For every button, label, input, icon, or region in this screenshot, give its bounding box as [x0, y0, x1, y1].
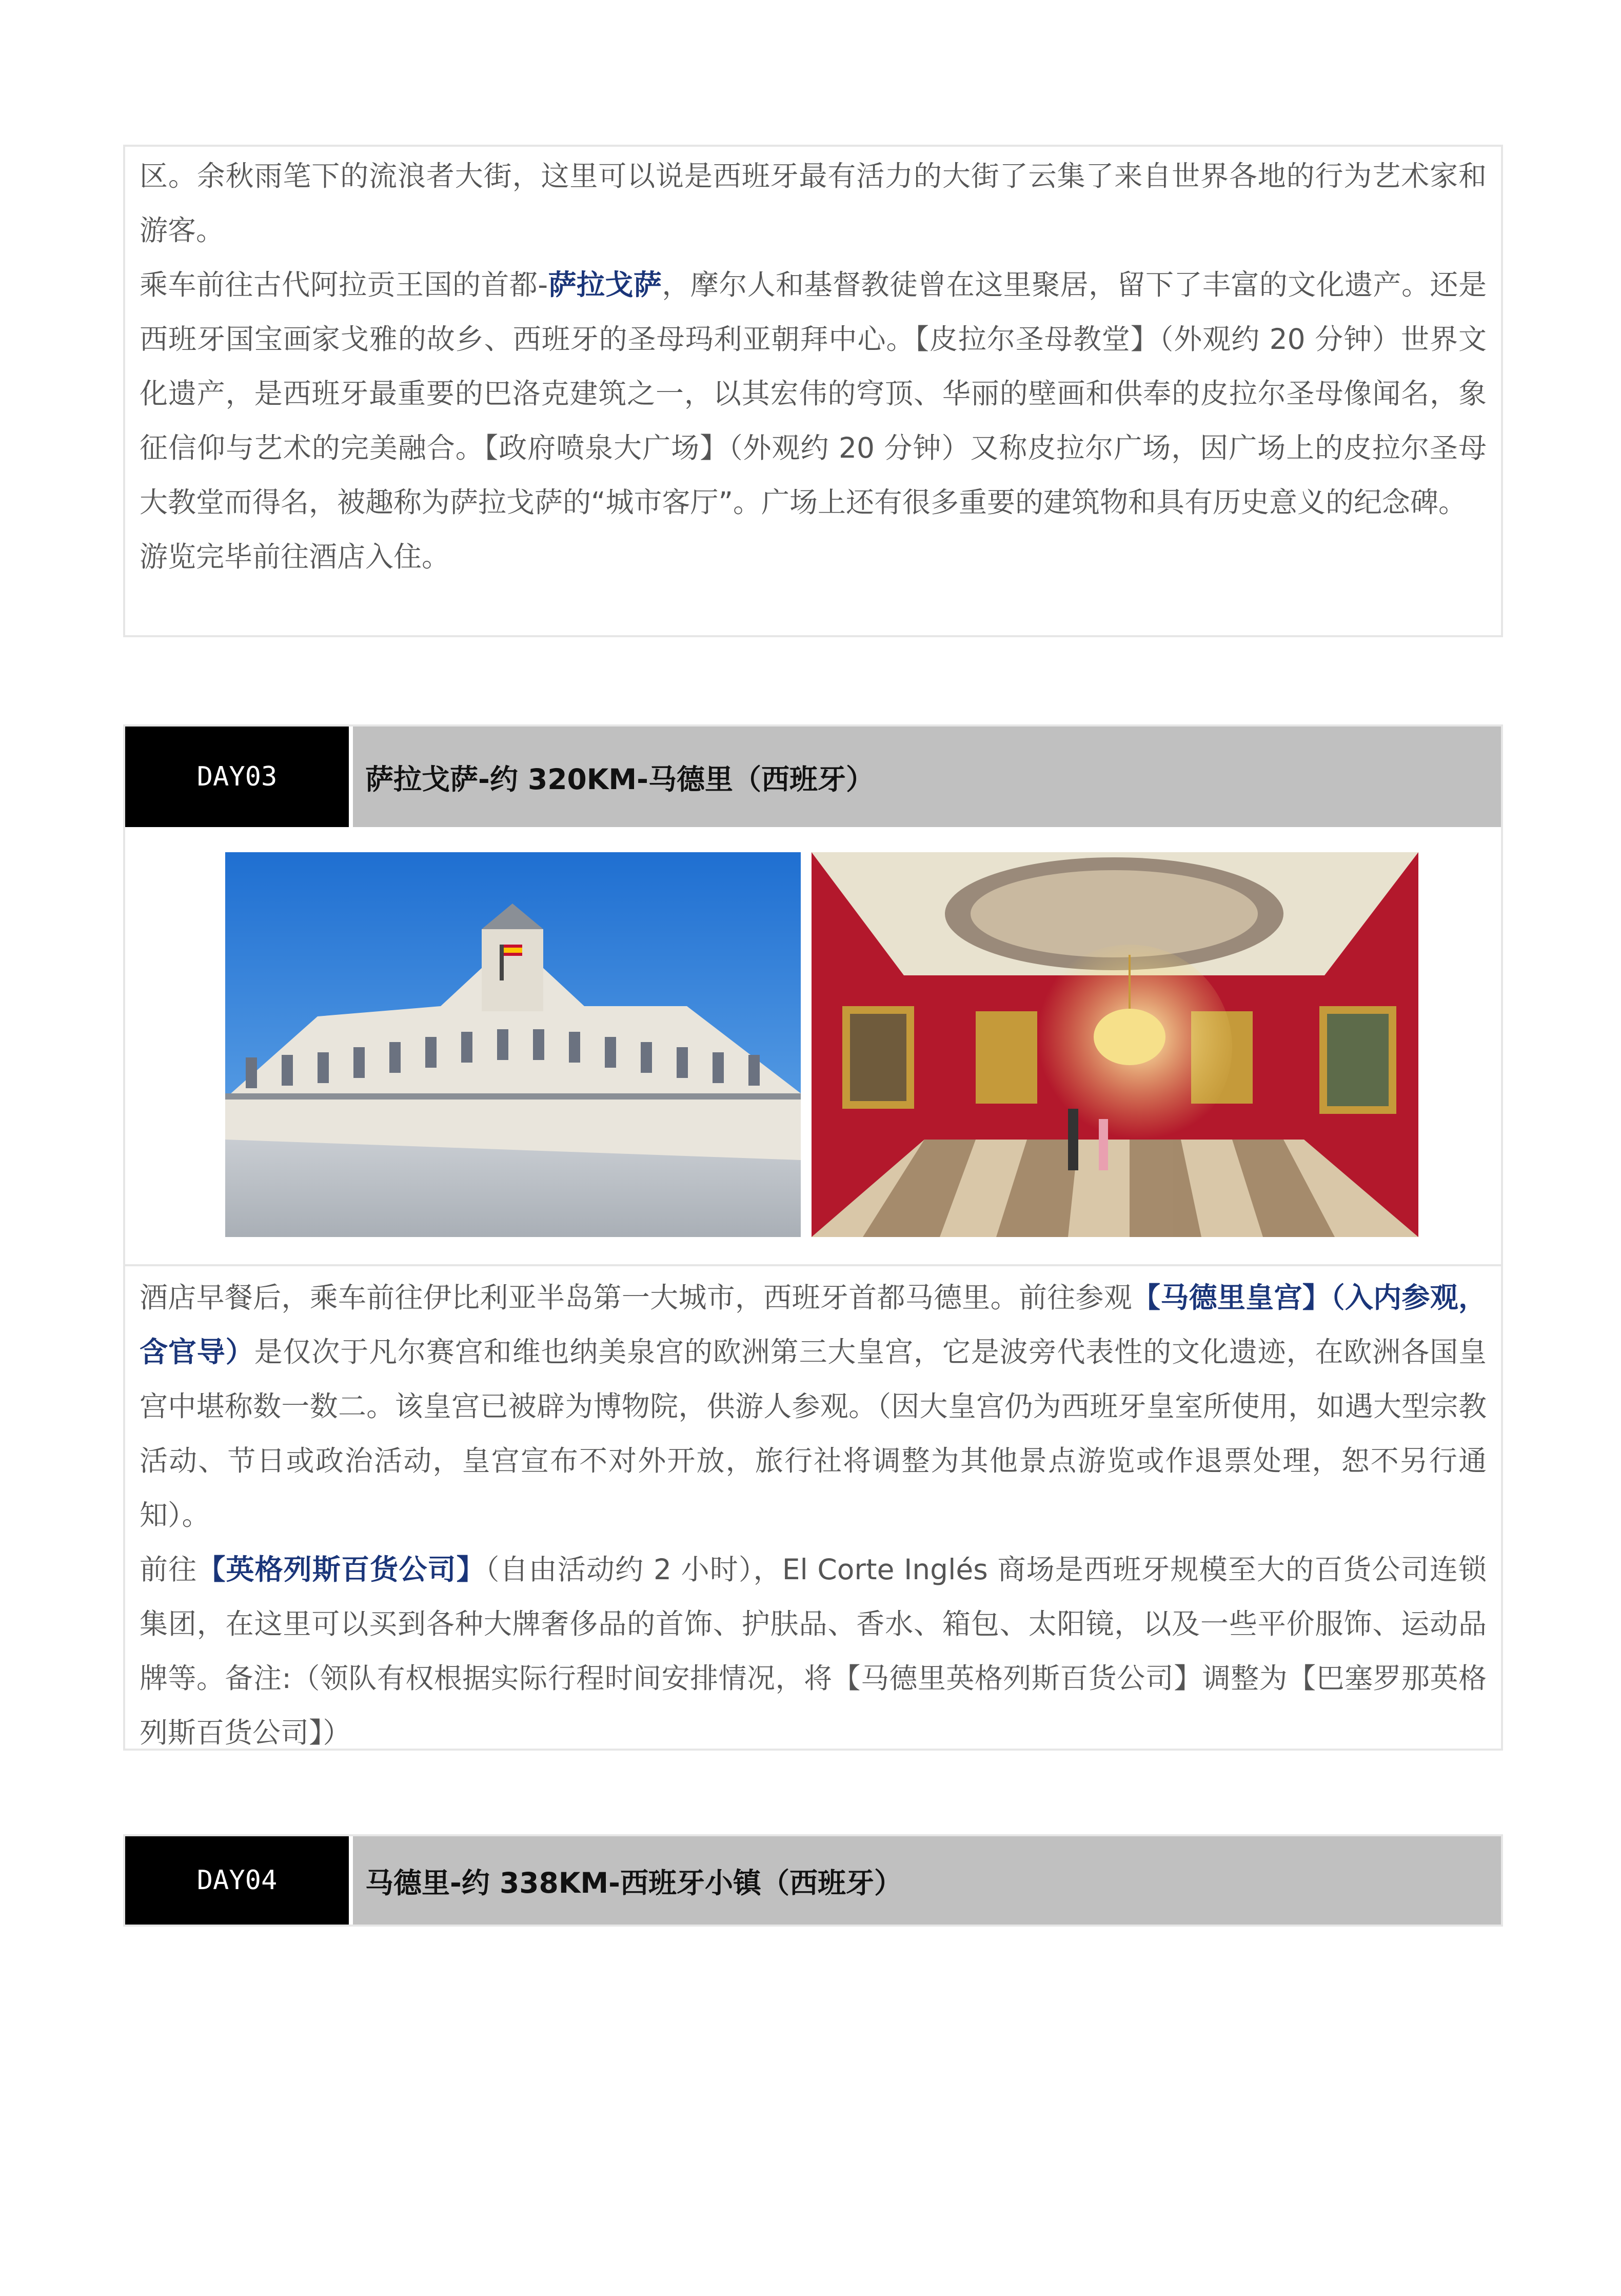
- paragraph-el-corte-ingles: 前往【英格列斯百货公司】（自由活动约 2 小时），El Corte Inglés 商场是西班牙规模至大的百货公司连锁集团，在这里可以买到各种大牌奢侈品的首饰、护肤品、香水、箱包、太阳镜，以及一些平价服饰、运动品牌等。备注:（领队有权根据实际行程时间安排情况，将【马德里英格列斯百货公司】调整为【巴塞罗那英格列斯百货公司】）: [140, 1553, 1487, 1749]
- day02-continuation-box: [123, 145, 1503, 637]
- highlight-el-corte-ingles: 【英格列斯百货公司】: [197, 1553, 485, 1586]
- day03-box: [123, 724, 1503, 1751]
- photo-row: [125, 852, 1501, 1237]
- day-title: 萨拉戈萨-约 320KM-马德里（西班牙）: [353, 727, 1501, 827]
- paragraph-royal-palace: 酒店早餐后，乘车前往伊比利亚半岛第一大城市，西班牙首都马德里。前往参观【马德里皇宫】（入内参观，含官导）是仅次于凡尔赛宫和维也纳美泉宫的欧洲第三大皇宫，它是波旁代表性的文化遗迹，在欧洲各国皇宫中堪称数一数二。该皇宫已被辟为博物院，供游人参观。（因大皇宫仍为西班牙皇室所使用，如遇大型宗教活动、节日或政治活动，皇宫宣布不对外开放，旅行社将调整为其他景点游览或作退票处理，恕不另行通知）。: [140, 1281, 1487, 1532]
- divider: [125, 1264, 1501, 1266]
- day03-text: [125, 1270, 1501, 1760]
- royal-palace-exterior-photo: [225, 852, 801, 1237]
- highlight-royal-palace: 【马德里皇宫】（入内参观，含官导）: [140, 1281, 1487, 1368]
- day-title: 马德里-约 338KM-西班牙小镇（西班牙）: [353, 1836, 1501, 1925]
- day03-header: [125, 727, 1501, 827]
- highlight-zaragoza: 萨拉戈萨: [548, 268, 662, 301]
- day-label: DAY03: [125, 727, 349, 827]
- royal-palace-interior-photo: [812, 852, 1418, 1237]
- paragraph-zaragoza: 乘车前往古代阿拉贡王国的首都-萨拉戈萨，摩尔人和基督教徒曾在这里聚居，留下了丰富的文化遗产。还是西班牙国宝画家戈雅的故乡、西班牙的圣母玛利亚朝拜中心。【皮拉尔圣母教堂】（外观约 20 分钟）世界文化遗产，是西班牙最重要的巴洛克建筑之一，以其宏伟的穹顶、华丽的壁画和供奉的皮拉尔圣母像闻名，象征信仰与艺术的完美融合。【政府喷泉大广场】（外观约 20 分钟）又称皮拉尔广场，因广场上的皮拉尔圣母大教堂而得名，被趣称为萨拉戈萨的“城市客厅”。广场上还有很多重要的建筑物和具有历史意义的纪念碑。: [140, 268, 1487, 519]
- day04-box: [123, 1834, 1503, 1927]
- day04-header: [125, 1836, 1501, 1925]
- day-label: DAY04: [125, 1836, 349, 1925]
- paragraph-hotel: 游览完毕前往酒店入住。: [140, 540, 450, 573]
- paragraph-street: 区。余秋雨笔下的流浪者大街，这里可以说是西班牙最有活力的大街了云集了来自世界各地的行为艺术家和游客。: [140, 160, 1487, 247]
